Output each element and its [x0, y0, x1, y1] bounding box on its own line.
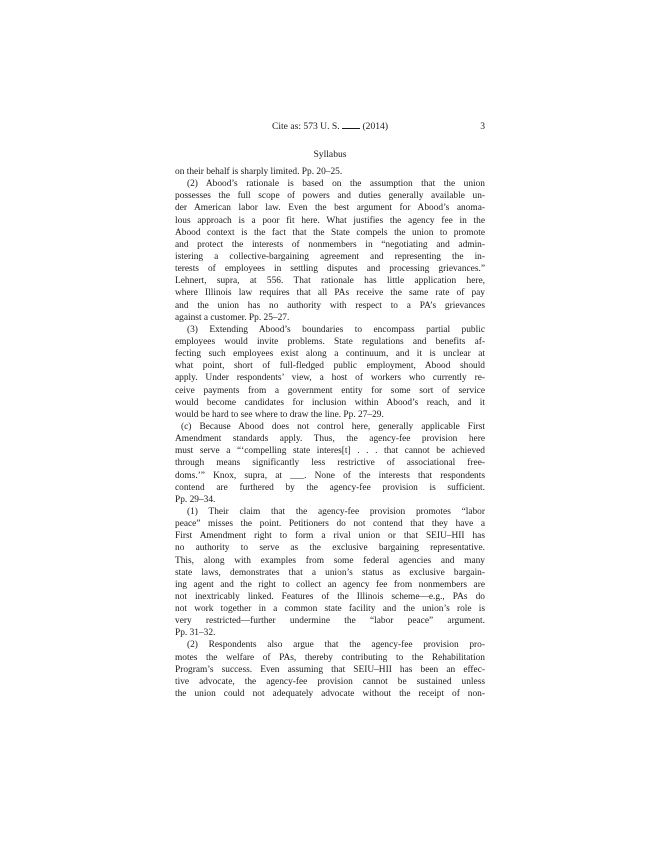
text-line: not work together in a common state facility and the union’s role is [175, 604, 485, 615]
text-line: tive advocate, the agency-fee provision cannot be sustained unless [175, 676, 485, 687]
citation-blank [342, 120, 360, 129]
text-line: Program’s success. Even assuming that SEIU–HII has been an effec- [175, 664, 485, 675]
text-line: (2) Respondents also argue that the agency-fee provision pro- [187, 640, 485, 651]
text-line: ing agent and the right to collect an agency fee from nonmembers are [175, 579, 485, 590]
text-line: motes the welfare of PAs, thereby contributing to the Rehabilitation [175, 652, 485, 663]
text-line: terests of employees in settling disputes and processing grievances.” [175, 264, 485, 275]
text-line: contend are furthered by the agency-fee provision is sufficient. [175, 482, 485, 493]
text-line: possesses the full scope of powers and duties generally available un- [175, 191, 485, 202]
text-line: peace” misses the point. Petitioners do not contend that they have a [175, 519, 485, 530]
text-line: This, along with examples from some federal agencies and many [175, 555, 485, 566]
text-line: and protect the interests of nonmembers in “negotiating and admin- [175, 239, 485, 250]
page-header [175, 120, 485, 134]
text-line: employees would invite problems. State regulations and benefits af- [175, 336, 485, 347]
text-line: Pp. 31–32. [175, 628, 216, 639]
text-line: very restricted—further undermine the “labor peace” argument. [175, 616, 485, 627]
text-line: and the union has no authority with respect to a PA’s grievances [175, 300, 485, 311]
text-line: ceive payments from a government entity for some sort of service [175, 385, 485, 396]
text-line: der American labor law. Even the best argument for Abood’s anoma- [175, 203, 485, 214]
text-line: (3) Extending Abood’s boundaries to encompass partial public [187, 324, 485, 335]
text-line: doms.’” Knox, supra, at ___. None of the interests that respondents [175, 470, 485, 481]
text-line: Amendment standards apply. Thus, the agency-fee provision here [175, 434, 485, 445]
citation-suffix: (2014) [362, 121, 389, 132]
text-line: the union could not adequately advocate without the receipt of non- [175, 689, 485, 700]
syllabus-body [175, 166, 485, 700]
text-line: apply. Under respondents’ view, a host of workers who currently re- [175, 373, 485, 384]
text-line: not inextricably linked. Features of the Illinois scheme—e.g., PAs do [175, 591, 485, 602]
text-line: what point, short of full-fledged public employment, Abood should [175, 361, 485, 372]
text-line: where Illinois law requires that all PAs receive the same rate of pay [175, 288, 485, 299]
text-line: fecting such employees exist along a continuum, and it is unclear at [175, 349, 485, 360]
text-line: (1) Their claim that the agency-fee provision promotes “labor [187, 506, 485, 517]
text-line: First Amendment right to form a rival union or that SEIU–HII has [175, 531, 485, 542]
text-line: would become candidates for inclusion within Abood’s reach, and it [175, 397, 485, 408]
text-line: (c) Because Abood does not control here, generally applicable First [181, 421, 485, 432]
text-line: lous approach is a poor fit here. What justifies the agency fee in the [175, 215, 485, 226]
text-line: Abood context is the fact that the State compels the union to promote [175, 227, 485, 238]
text-line: through means significantly less restrictive of associational free- [175, 458, 485, 469]
text-line: (2) Abood’s rationale is based on the assumption that the union [187, 179, 485, 190]
text-line: on their behalf is sharply limited. Pp. 20–25. [175, 167, 343, 177]
text-line: state laws, demonstrates that a union’s status as exclusive bargain- [175, 567, 485, 578]
text-line: must serve a “‘compelling state interes[t] . . . that cannot be achieved [175, 446, 485, 457]
section-title: Syllabus [313, 149, 347, 160]
text-line: Pp. 29–34. [175, 494, 216, 505]
text-line: would be hard to see where to draw the line. Pp. 27–29. [175, 409, 384, 420]
text-line: against a customer. Pp. 25–27. [175, 312, 290, 323]
citation-prefix: Cite as: 573 U. S. [271, 121, 340, 132]
page-number: 3 [480, 121, 485, 132]
citation [175, 120, 485, 134]
text-line: istering a collective-bargaining agreement and representing the in- [175, 251, 485, 262]
text-line: Lehnert, supra, at 556. That rationale has little application here, [175, 276, 485, 287]
text-line: no authority to serve as the exclusive bargaining representative. [175, 543, 485, 554]
